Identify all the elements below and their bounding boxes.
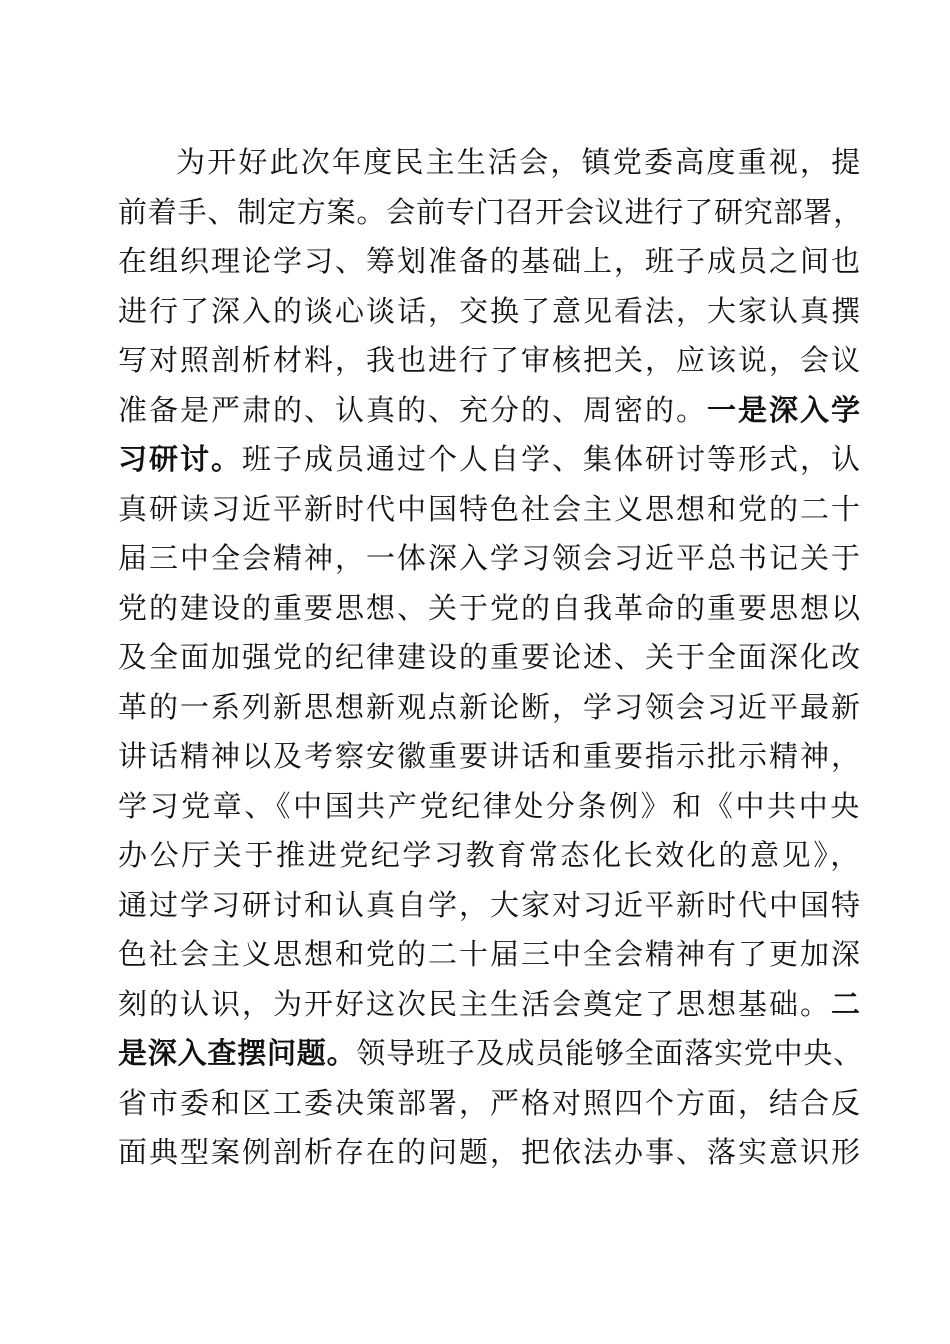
text-segment: 及全面加强党的纪律建设的重要论述、关于全面深化改 <box>118 640 863 674</box>
text-line <box>118 683 863 733</box>
text-segment: 色社会主义思想和党的二十届三中全会精神有了更加深 <box>118 937 863 971</box>
text-segment: 党的建设的重要思想、关于党的自我革命的重要思想以 <box>118 590 863 625</box>
text-segment: 在组织理论学习、筹划准备的基础上，班子成员之间也 <box>118 244 863 278</box>
text-segment: 前着手、制定方案。会前专门召开会议进行了研究部署， <box>118 194 864 229</box>
text-line <box>118 287 863 337</box>
text-line <box>118 435 863 485</box>
text-segment: 通过学习研讨和认真自学，大家对习近平新时代中国特 <box>118 887 863 922</box>
text-line <box>118 1079 863 1129</box>
text-line <box>118 980 863 1030</box>
text-line <box>118 831 862 881</box>
text-line <box>118 534 863 584</box>
text-line <box>118 336 863 386</box>
text-segment: 革的一系列新思想新观点新论断，学习领会习近平最新 <box>118 689 863 724</box>
text-line <box>118 188 864 238</box>
text-segment: 真研读习近平新时代中国特色社会主义思想和党的二十 <box>118 491 863 526</box>
bold-heading-segment: 一是深入学 <box>707 392 863 427</box>
body-paragraph <box>118 138 864 1178</box>
text-line <box>118 237 863 287</box>
text-segment: 届三中全会精神，一体深入学习领会习近平总书记关于 <box>118 541 863 575</box>
text-line <box>118 485 863 535</box>
bold-heading-segment: 习研讨。 <box>118 442 243 476</box>
text-segment: 领导班子及成员能够全面落实党中央、 <box>356 1036 864 1070</box>
text-segment: 进行了深入的谈心谈话，交换了意见看法，大家认真撰 <box>118 293 863 328</box>
text-line <box>118 782 862 832</box>
text-line <box>118 633 863 683</box>
text-segment: 省市委和区工委决策部署，严格对照四个方面，结合反 <box>118 1085 863 1120</box>
text-line <box>118 1128 863 1178</box>
text-segment: 刻的认识，为开好这次民主生活会奠定了思想基础。 <box>118 986 832 1021</box>
text-segment: 为开好此次年度民主生活会，镇党委高度重视，提 <box>176 145 863 179</box>
text-segment: 准备是严肃的、认真的、充分的、周密的。 <box>118 392 708 427</box>
text-line <box>118 881 863 931</box>
text-segment: 办公厅关于推进党纪学习教育常态化长效化的意见》， <box>118 838 862 872</box>
text-line <box>118 584 863 634</box>
text-segment: 面典型案例剖析存在的问题，把依法办事、落实意识形 <box>118 1135 863 1169</box>
text-line <box>118 930 863 980</box>
bold-heading-segment: 是深入查摆问题。 <box>118 1036 357 1070</box>
text-segment: 班子成员通过个人自学、集体研讨等形式，认 <box>242 442 863 476</box>
text-line <box>118 1029 864 1079</box>
text-segment: 讲话精神以及考察安徽重要讲话和重要指示批示精神， <box>118 739 863 773</box>
text-line <box>118 732 863 782</box>
bold-heading-segment: 二 <box>831 986 863 1021</box>
text-segment: 学习党章、《中国共产党纪律处分条例》和《中共中央 <box>118 788 862 823</box>
text-line <box>118 386 863 436</box>
text-line <box>118 138 863 188</box>
text-segment: 写对照剖析材料，我也进行了审核把关，应该说，会议 <box>118 343 863 377</box>
